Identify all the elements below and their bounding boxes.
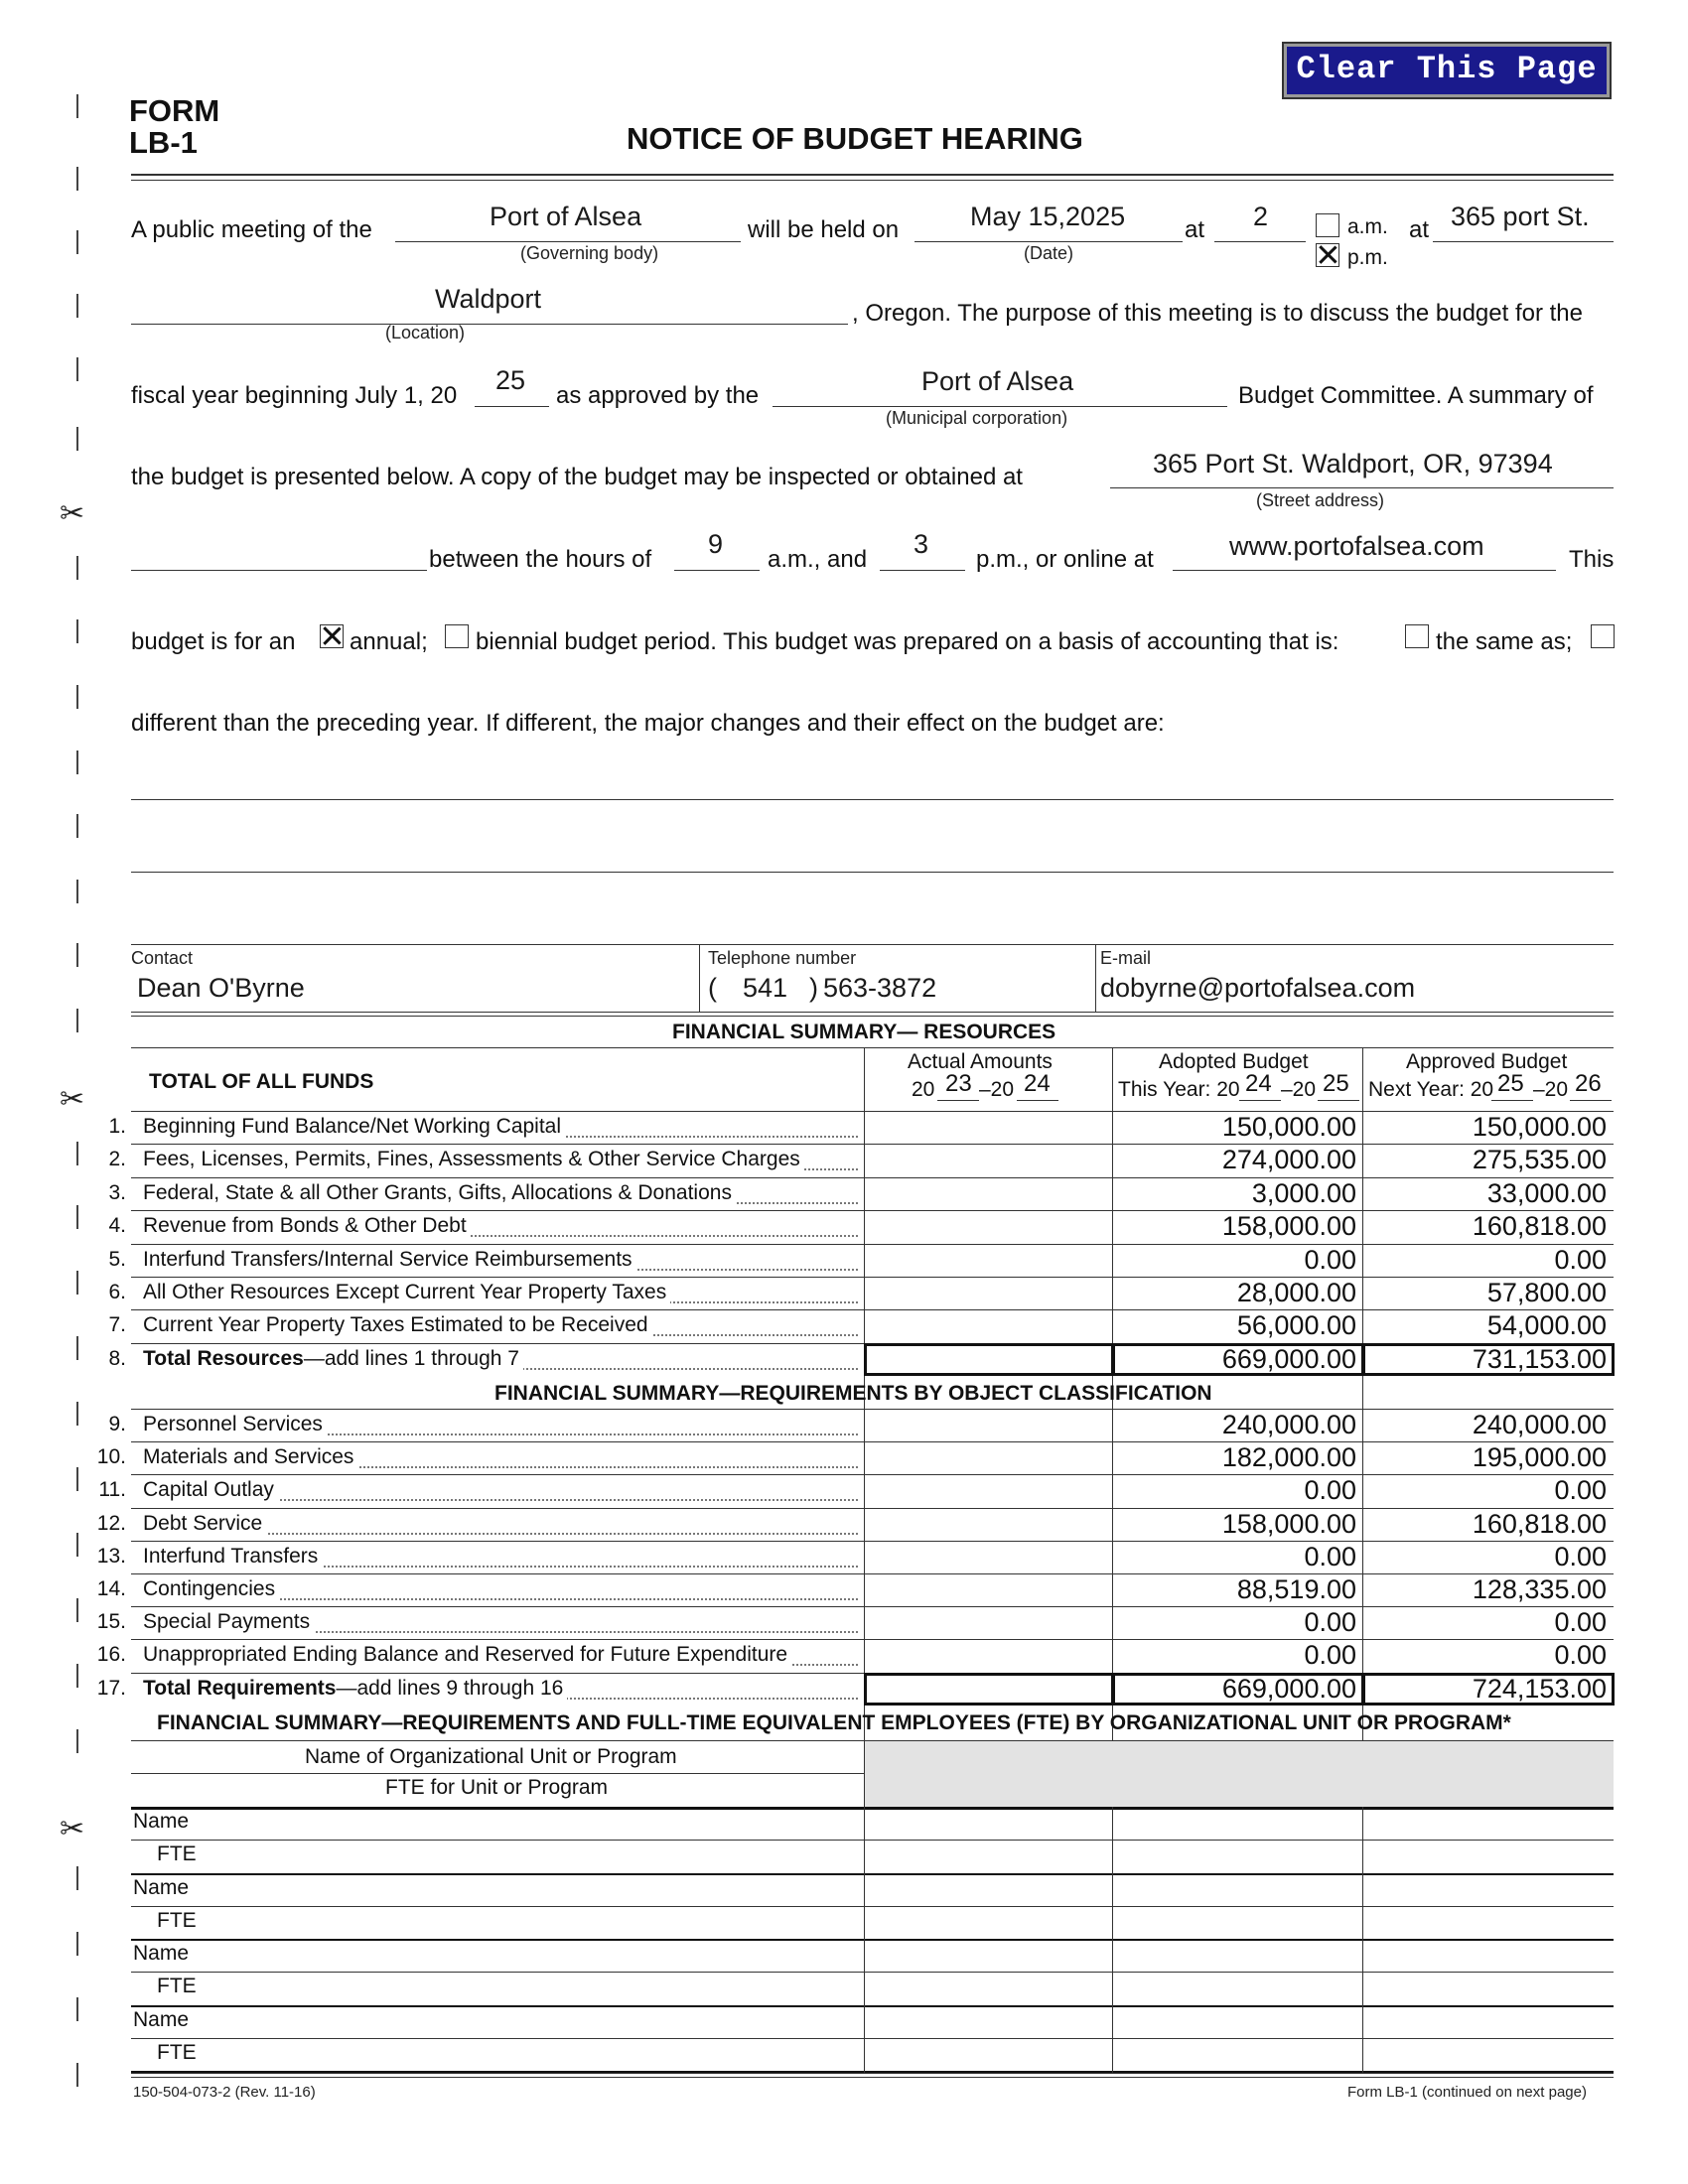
year-prefix: Next Year: 20 xyxy=(1368,1078,1494,1101)
fte-section-title: FINANCIAL SUMMARY—REQUIREMENTS AND FULL-TIME EQUIVALENT EMPLOYEES (FTE) BY ORGANIZATIONAL UNIT OR PROGRAM* xyxy=(157,1711,1511,1734)
scissors-icon: ✂ xyxy=(60,1812,85,1846)
margin-tick xyxy=(76,1467,78,1491)
year-field[interactable] xyxy=(1570,1100,1612,1101)
governing-body-field[interactable] xyxy=(395,241,741,242)
margin-tick xyxy=(76,1533,78,1557)
adopted-budget-cell[interactable]: 56,000.00 xyxy=(1236,1310,1356,1341)
line-label: Federal, State & all Other Grants, Gifts, Allocations & Donations xyxy=(143,1181,736,1205)
line-label: Current Year Property Taxes Estimated to be Received xyxy=(143,1313,652,1337)
total-funds-label: TOTAL OF ALL FUNDS xyxy=(149,1070,374,1093)
total-label-bold: Total Resources xyxy=(143,1346,304,1370)
checked-checkbox-icon[interactable] xyxy=(1316,243,1339,267)
line-number: 4. xyxy=(108,1214,126,1238)
line-label: Interfund Transfers xyxy=(143,1545,322,1569)
margin-tick xyxy=(76,1402,78,1426)
approved-budget-cell[interactable]: 160,818.00 xyxy=(1472,1508,1607,1539)
line-label: Revenue from Bonds & Other Debt xyxy=(143,1214,471,1238)
intro-text: at xyxy=(1185,216,1205,243)
street-address-field[interactable] xyxy=(1110,487,1614,488)
margin-tick xyxy=(76,751,78,774)
line-label: Contingencies xyxy=(143,1577,279,1601)
empty-checkbox-icon[interactable] xyxy=(1316,213,1339,237)
approved-budget-cell[interactable]: 150,000.00 xyxy=(1472,1112,1607,1142)
intro-text: different than the preceding year. If different, the major changes and their effect on the budget are: xyxy=(131,710,1165,737)
line-number: 14. xyxy=(96,1577,126,1600)
margin-tick xyxy=(76,685,78,709)
line-label: Capital Outlay xyxy=(143,1478,278,1502)
phone-label: Telephone number xyxy=(708,948,857,968)
year-prefix: This Year: 20 xyxy=(1118,1078,1240,1101)
total-label-bold: Total Requirements xyxy=(143,1676,337,1700)
biennial-label: biennial budget period. This budget was prepared on a basis of accounting that is: xyxy=(476,628,1339,655)
line-number: 5. xyxy=(108,1247,126,1271)
date-value: May 15,2025 xyxy=(970,202,1126,231)
approved-budget-cell[interactable]: 0.00 xyxy=(1554,1541,1607,1571)
adopted-budget-cell[interactable]: 0.00 xyxy=(1304,1244,1356,1275)
time-field[interactable] xyxy=(1214,241,1306,242)
approved-budget-cell[interactable]: 160,818.00 xyxy=(1472,1211,1607,1242)
year-value: 25 xyxy=(1323,1070,1349,1097)
year-prefix: 20 xyxy=(912,1078,935,1101)
year-field[interactable] xyxy=(1491,1100,1533,1101)
total-label-rest: —add lines 1 through 7 xyxy=(303,1346,519,1370)
requirements-section-title: FINANCIAL SUMMARY—REQUIREMENTS BY OBJECT CLASSIFICATION xyxy=(494,1382,1212,1405)
adopted-budget-cell[interactable]: 0.00 xyxy=(1304,1475,1356,1506)
changes-line[interactable] xyxy=(131,799,1614,800)
phone-paren: ) xyxy=(809,973,818,1003)
fiscal-year-value: 25 xyxy=(495,365,526,395)
intro-text: will be held on xyxy=(748,216,900,243)
intro-text: at xyxy=(1409,216,1430,243)
total-approved-cell[interactable]: 731,153.00 xyxy=(1472,1343,1607,1374)
adopted-budget-cell[interactable]: 158,000.00 xyxy=(1221,1508,1356,1539)
page-title: NOTICE OF BUDGET HEARING xyxy=(627,121,1083,156)
line-number: 16. xyxy=(96,1643,126,1667)
pm-label: p.m. xyxy=(1347,246,1388,269)
actual-amounts-header: Actual Amounts xyxy=(908,1050,1053,1073)
contact-rule xyxy=(131,1012,1614,1013)
total-adopted-cell[interactable]: 669,000.00 xyxy=(1221,1673,1356,1704)
year-value: 25 xyxy=(1497,1070,1524,1097)
contact-divider xyxy=(699,944,700,1012)
approved-budget-cell[interactable]: 0.00 xyxy=(1554,1607,1607,1638)
year-field[interactable] xyxy=(1017,1100,1058,1101)
section-rule xyxy=(131,1047,1614,1048)
total-adopted-cell[interactable]: 669,000.00 xyxy=(1221,1343,1356,1374)
margin-tick xyxy=(76,94,78,118)
year-separator: –20 xyxy=(1533,1078,1569,1101)
adopted-budget-cell[interactable]: 3,000.00 xyxy=(1251,1177,1356,1208)
intro-text: p.m., or online at xyxy=(976,546,1154,573)
same-as-label: the same as; xyxy=(1436,628,1573,655)
email-field[interactable]: dobyrne@portofalsea.com xyxy=(1100,973,1416,1003)
location-caption: (Location) xyxy=(385,323,466,342)
location-value: Waldport xyxy=(435,284,542,314)
adopted-budget-cell[interactable]: 274,000.00 xyxy=(1221,1145,1356,1175)
approved-budget-cell[interactable]: 128,335.00 xyxy=(1472,1574,1607,1604)
column-divider xyxy=(864,1741,865,2073)
adopted-budget-cell[interactable]: 88,519.00 xyxy=(1236,1574,1356,1604)
fte-cells[interactable] xyxy=(865,1906,1614,1939)
adopted-budget-header: Adopted Budget xyxy=(1159,1050,1309,1073)
year-separator: –20 xyxy=(1281,1078,1317,1101)
approved-budget-cell[interactable]: 275,535.00 xyxy=(1472,1145,1607,1175)
form-code-line1: FORM xyxy=(129,93,220,128)
line-number: 10. xyxy=(96,1445,126,1469)
fte-label: FTE xyxy=(157,1843,197,1865)
municipal-corp-field[interactable] xyxy=(773,406,1227,407)
area-code-field[interactable]: 541 xyxy=(743,973,788,1003)
adopted-budget-cell[interactable]: 0.00 xyxy=(1304,1541,1356,1571)
total-actual-box xyxy=(864,1673,1114,1706)
footer-form-number: 150-504-073-2 (Rev. 11-16) xyxy=(133,2084,316,2101)
checked-checkbox-icon[interactable] xyxy=(320,624,344,648)
unit-name-label: Name xyxy=(133,1810,190,1833)
total-label xyxy=(143,1677,567,1701)
approved-budget-cell[interactable]: 0.00 xyxy=(1554,1244,1607,1275)
location-field[interactable] xyxy=(131,324,848,325)
margin-tick xyxy=(76,1009,78,1032)
unit-name-cells[interactable] xyxy=(865,1807,1614,1840)
intro-text: This xyxy=(1569,546,1615,573)
adopted-budget-cell[interactable]: 158,000.00 xyxy=(1221,1211,1356,1242)
margin-tick xyxy=(76,1205,78,1229)
fte-header-fte: FTE for Unit or Program xyxy=(385,1776,609,1799)
margin-tick xyxy=(76,1664,78,1688)
fte-label: FTE xyxy=(157,1975,197,1997)
municipal-corp-caption: (Municipal corporation) xyxy=(886,408,1068,428)
margin-tick xyxy=(76,1932,78,1956)
intro-text: as approved by the xyxy=(556,382,760,409)
margin-tick xyxy=(76,943,78,967)
hours-to-field[interactable] xyxy=(880,570,965,571)
intro-text: fiscal year beginning July 1, 20 xyxy=(131,382,458,409)
adopted-budget-cell[interactable]: 150,000.00 xyxy=(1221,1112,1356,1142)
fte-header-shade xyxy=(865,1741,1614,1807)
approved-budget-cell[interactable]: 33,000.00 xyxy=(1486,1177,1607,1208)
empty-checkbox-icon[interactable] xyxy=(1591,624,1615,648)
line-number: 7. xyxy=(108,1313,126,1337)
margin-tick xyxy=(76,1997,78,2021)
hours-from-field[interactable] xyxy=(674,570,760,571)
fte-label: FTE xyxy=(157,2040,197,2064)
approved-budget-cell[interactable]: 54,000.00 xyxy=(1486,1310,1607,1341)
adopted-budget-cell[interactable]: 240,000.00 xyxy=(1221,1410,1356,1439)
year-value: 23 xyxy=(945,1070,972,1097)
line-number: 13. xyxy=(96,1544,126,1568)
empty-checkbox-icon[interactable] xyxy=(445,624,469,648)
intro-text: a.m., and xyxy=(768,546,868,573)
margin-tick xyxy=(76,427,78,451)
intro-text: between the hours of xyxy=(429,546,652,573)
website-field[interactable] xyxy=(1173,570,1556,571)
year-value: 24 xyxy=(1024,1070,1051,1097)
annual-label: annual; xyxy=(350,628,428,655)
margin-tick xyxy=(76,1729,78,1753)
total-label xyxy=(143,1347,523,1371)
fiscal-year-field[interactable] xyxy=(475,406,549,407)
unit-name-label: Name xyxy=(133,2007,190,2031)
clear-page-button[interactable]: Clear This Page xyxy=(1284,44,1610,97)
line-number: 2. xyxy=(108,1148,126,1171)
line-number: 17. xyxy=(96,1676,126,1700)
total-actual-box xyxy=(864,1343,1114,1376)
form-code-line2: LB-1 xyxy=(129,125,198,160)
margin-tick xyxy=(76,619,78,643)
line-label: Materials and Services xyxy=(143,1445,357,1469)
scissors-icon: ✂ xyxy=(60,496,85,531)
approved-budget-cell[interactable]: 0.00 xyxy=(1554,1475,1607,1506)
margin-tick xyxy=(76,556,78,580)
section-rule xyxy=(131,1773,864,1774)
adopted-budget-cell[interactable]: 0.00 xyxy=(1304,1607,1356,1638)
phone-number-field[interactable]: 563-3872 xyxy=(823,973,937,1003)
line-number: 11. xyxy=(98,1478,126,1502)
adopted-budget-cell[interactable]: 182,000.00 xyxy=(1221,1442,1356,1473)
phone-paren: ( xyxy=(708,973,717,1003)
margin-tick xyxy=(76,1271,78,1295)
hours-to-value: 3 xyxy=(914,529,929,559)
intro-text: budget is for an xyxy=(131,628,296,655)
line-label: Beginning Fund Balance/Net Working Capital xyxy=(143,1115,565,1139)
line-label: Special Payments xyxy=(143,1610,314,1634)
line-number: 1. xyxy=(108,1115,126,1138)
street-address-caption: (Street address) xyxy=(1256,490,1385,510)
year-field[interactable] xyxy=(1318,1100,1359,1101)
contact-rule xyxy=(131,1016,1614,1017)
line-number: 6. xyxy=(108,1281,126,1303)
title-rule xyxy=(131,174,1614,176)
unit-name-cells[interactable] xyxy=(865,1939,1614,1972)
address-continued-field[interactable] xyxy=(131,570,427,571)
line-number: 9. xyxy=(108,1413,126,1435)
adopted-budget-cell[interactable]: 28,000.00 xyxy=(1236,1278,1356,1307)
scissors-icon: ✂ xyxy=(60,1082,85,1117)
year-separator: –20 xyxy=(979,1078,1015,1101)
form-code xyxy=(129,95,219,159)
governing-body-caption: (Governing body) xyxy=(520,243,659,263)
margin-tick xyxy=(76,167,78,191)
year-value: 24 xyxy=(1245,1070,1272,1097)
line-number: 15. xyxy=(96,1610,126,1634)
adopted-budget-cell[interactable]: 0.00 xyxy=(1304,1640,1356,1671)
time-value: 2 xyxy=(1253,202,1269,231)
line-label: Interfund Transfers/Internal Service Reimbursements xyxy=(143,1248,636,1272)
margin-tick xyxy=(76,880,78,903)
bottom-rule xyxy=(131,2077,1614,2078)
intro-text: , Oregon. The purpose of this meeting is to discuss the budget for the xyxy=(852,300,1583,327)
title-rule xyxy=(131,180,1614,181)
resources-section-title: FINANCIAL SUMMARY— RESOURCES xyxy=(672,1021,1056,1043)
contact-rule xyxy=(131,944,1614,945)
footer-continued: Form LB-1 (continued on next page) xyxy=(1347,2084,1587,2101)
column-divider xyxy=(1112,1807,1113,2073)
fte-cells[interactable] xyxy=(865,2038,1614,2071)
line-label: Fees, Licenses, Permits, Fines, Assessments & Other Service Charges xyxy=(143,1148,804,1171)
place-value: 365 port St. xyxy=(1451,202,1590,231)
intro-text: Budget Committee. A summary of xyxy=(1238,382,1594,409)
contact-field[interactable]: Dean O'Byrne xyxy=(137,973,305,1003)
approved-budget-cell[interactable]: 0.00 xyxy=(1554,1640,1607,1671)
year-value: 26 xyxy=(1575,1070,1602,1097)
line-label: Unappropriated Ending Balance and Reserved for Future Expenditure xyxy=(143,1643,791,1667)
margin-tick xyxy=(76,1336,78,1360)
approved-budget-header: Approved Budget xyxy=(1406,1050,1568,1073)
empty-checkbox-icon[interactable] xyxy=(1405,624,1429,648)
margin-tick xyxy=(76,1142,78,1165)
margin-tick xyxy=(76,294,78,318)
margin-tick xyxy=(76,230,78,254)
unit-name-label: Name xyxy=(133,1875,190,1899)
year-field[interactable] xyxy=(937,1100,979,1101)
place-field[interactable] xyxy=(1433,241,1614,242)
bottom-rule xyxy=(131,2073,1614,2074)
margin-tick xyxy=(76,1866,78,1890)
contact-divider xyxy=(1095,944,1096,1012)
email-label: E-mail xyxy=(1100,948,1152,968)
date-field[interactable] xyxy=(914,241,1183,242)
margin-tick xyxy=(76,814,78,838)
fte-label: FTE xyxy=(157,1908,197,1932)
line-label: Debt Service xyxy=(143,1512,266,1536)
margin-tick xyxy=(76,2063,78,2087)
approved-budget-cell[interactable]: 240,000.00 xyxy=(1472,1410,1607,1439)
total-approved-cell[interactable]: 724,153.00 xyxy=(1472,1673,1607,1704)
total-label-rest: —add lines 9 through 16 xyxy=(336,1676,564,1700)
line-number: 8. xyxy=(108,1346,126,1370)
municipal-corp-value: Port of Alsea xyxy=(921,366,1074,396)
fte-cells[interactable] xyxy=(865,1840,1614,1872)
website-value: www.portofalsea.com xyxy=(1229,531,1484,561)
unit-name-cells[interactable] xyxy=(865,2005,1614,2038)
fte-cells[interactable] xyxy=(865,1972,1614,2004)
am-label: a.m. xyxy=(1347,215,1388,238)
approved-budget-cell[interactable]: 195,000.00 xyxy=(1472,1442,1607,1473)
intro-text: A public meeting of the xyxy=(131,216,372,243)
line-label: Personnel Services xyxy=(143,1413,327,1436)
intro-text: the budget is presented below. A copy of the budget may be inspected or obtained at xyxy=(131,464,1023,490)
line-label: All Other Resources Except Current Year Property Taxes xyxy=(143,1281,670,1304)
street-address-value: 365 Port St. Waldport, OR, 97394 xyxy=(1153,449,1553,478)
year-field[interactable] xyxy=(1239,1100,1281,1101)
unit-name-label: Name xyxy=(133,1942,190,1965)
date-caption: (Date) xyxy=(1024,243,1074,263)
unit-name-cells[interactable] xyxy=(865,1873,1614,1906)
fte-header-name: Name of Organizational Unit or Program xyxy=(305,1745,677,1768)
approved-budget-cell[interactable]: 57,800.00 xyxy=(1486,1278,1607,1307)
governing-body-value: Port of Alsea xyxy=(490,202,642,231)
hours-from-value: 9 xyxy=(708,529,724,559)
line-number: 12. xyxy=(96,1511,126,1535)
line-number: 3. xyxy=(108,1180,126,1204)
contact-label: Contact xyxy=(131,948,194,968)
margin-tick xyxy=(76,357,78,381)
column-divider xyxy=(1362,1807,1363,2073)
changes-line[interactable] xyxy=(131,872,1614,873)
margin-tick xyxy=(76,1598,78,1622)
